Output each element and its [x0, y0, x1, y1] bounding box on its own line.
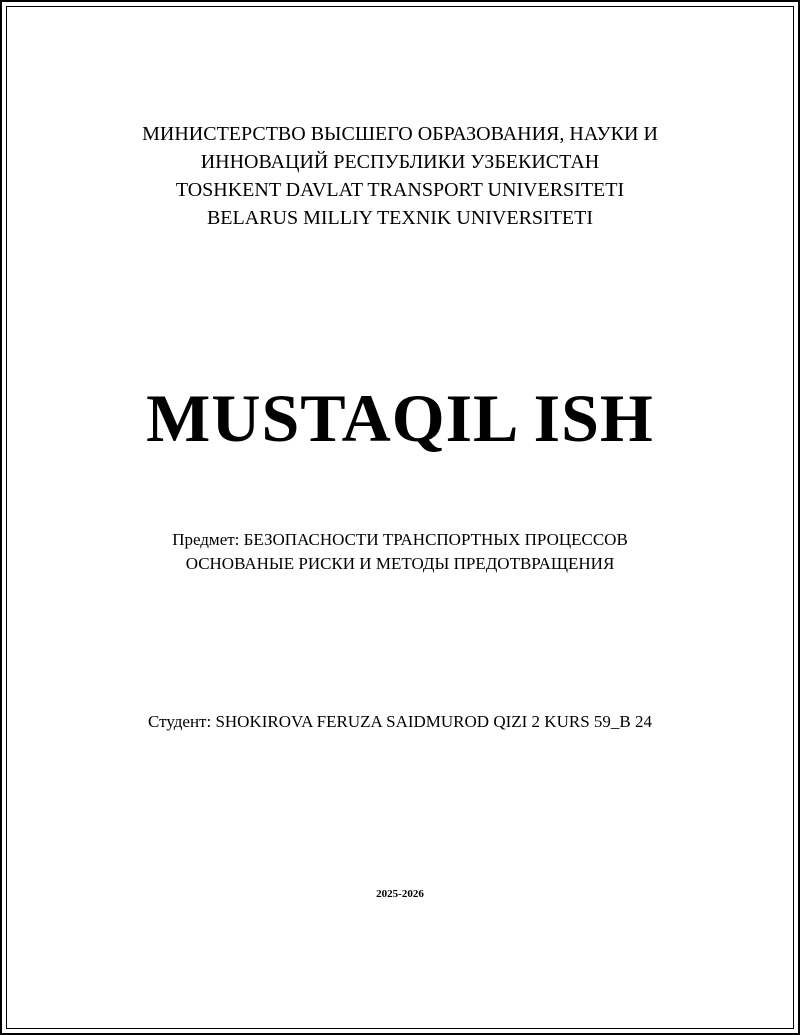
- header-line-university-1: TOSHKENT DAVLAT TRANSPORT UNIVERSITETI: [175, 179, 625, 201]
- subject-line-1: Предмет: БЕЗОПАСНОСТИ ТРАНСПОРТНЫХ ПРОЦЕССОВ: [172, 530, 628, 549]
- header-line-ministry-1: МИНИСТЕРСТВО ВЫСШЕГО ОБРАЗОВАНИЯ, НАУКИ И: [142, 123, 658, 145]
- academic-year: 2025-2026: [376, 888, 424, 900]
- header-line-ministry-2: ИННОВАЦИЙ РЕСПУБЛИКИ УЗБЕКИСТАН: [200, 151, 600, 173]
- document-title: MUSTAQIL ISH: [146, 380, 654, 456]
- student-info: Студент: SHOKIROVA FERUZA SAIDMUROD QIZI 2 KURS 59_B 24: [148, 712, 652, 731]
- institution-header: [0, 120, 800, 232]
- subject-section: [0, 528, 800, 576]
- subject-line-2: ОСНОВАНЫЕ РИСКИ И МЕТОДЫ ПРЕДОТВРАЩЕНИЯ: [185, 554, 615, 573]
- header-line-university-2: BELARUS MILLIY TEXNIK UNIVERSITETI: [206, 207, 594, 229]
